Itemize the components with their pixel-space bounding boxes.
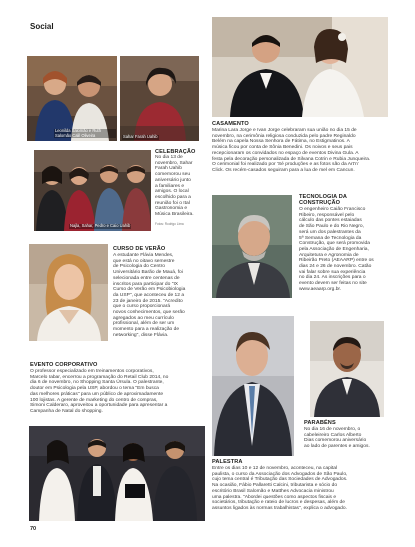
evento-title: EVENTO CORPORATIVO: [30, 362, 98, 368]
photo-flavia-mendes: [29, 244, 108, 341]
photo-sahar: [120, 56, 199, 141]
photo-caiao-ribeiro: [212, 195, 292, 298]
casamento-text: Marina Lara Jorge e Ivan Jorge celebraram sua união no dia 15 de novembro, na cerimônia religiosa conduzida pelo padre Reginaldo Belém na capela Nossa Senhora de Fátima, no Estigmatinos. A música ficou por conta de Sônia Benedini. Os noivos e seus pais recepcionaram os convidados no espaço de eventos Divina Gula. A festa pela decoração personalizada de Silvana Cotrin e Rubia Junqueira. O cerimonial foi realizado por 'Sé produções e as fotos são da Art'n' Click. Os recém-casados seguiram para a lua de mel em Cancun.: [212, 128, 371, 173]
palestra-text: Entre os dias 10 e 12 de novembro, aconteceu, na capital paulista, o curso da Associação dos Advogados de São Paulo, cujo tema central é Tributação das Sociedades de Advogados. Na ocasião, Fábio Pallaretti Calcini, tributarista e sócio do escritório Brasil Salomão e Matthes Advocacia ministrou uma palestra. "Abordei questões como aspectos fiscais e societários, tributação e rateio de lucros e despesas, além de assuntos ligados às normas trabalhistas", explica o advogado.: [212, 466, 348, 511]
evento-text: O professor especializado em treinamentos corporativos, Marcelo Iabar, encerrou a programação do Retail Club 2014, no dia 6 de novembro, no Shopping Santa Úrsula. O palestrante, doutor em Psicologia pela USP, abordou o tema "Em busca das melhores práticas" para um público de aproximadamente 100 lojistas. A gerente de marketing do centro de compras, Simoni Calderaro, aproveitou a oportunidade para apresentar a Campanha de Natal do shopping.: [30, 369, 169, 414]
photo-caption-sahar: Sahar Farah Uahib: [123, 134, 158, 139]
page-number: 70: [30, 526, 37, 532]
photo-evento-corporativo: [29, 426, 205, 521]
photo-credit: Fotos: Rodrigo Lima: [155, 222, 184, 226]
photo-fabio-calcini: [212, 316, 294, 456]
parabens-title: PARABÉNS: [304, 420, 336, 426]
section-title: Social: [30, 22, 54, 31]
photo-uahib-family: [34, 150, 151, 231]
curso-text: A estudante Flávia Mendes, que está no oitavo semestre de Psicologia do Centro Universitário Barão de Mauá, foi selecionada entre centenas de inscritos para participar do "IX Curso de Verão em Psicobiologia da USP", que aconteceu de 12 a 23 de janeiro de 2015. "Acredito que o curso proporcionará novos conhecimentos, que serão agregados ao meu currículo profissional, além de ser um momento para a realização de networking", disse Flávia.: [113, 253, 186, 338]
palestra-title: PALESTRA: [212, 459, 243, 465]
curso-title: CURSO DE VERÃO: [113, 246, 166, 252]
tecnologia-text: O engenheiro Caião Francisco Ribeiro, responsável pelo cálculo das pontes estaiadas de São Paulo e do Rio Negro, será um dos palestrantes da 5ª Semana de Tecnologia da Construção, que será promovida pela Associação de Engenharia, Arquitetura e Agronomia de Ribeirão Preto (AEAARP) entre os dias 24 e 26 de novembro. Catão vai falar sobre sua experiência no dia 24. As inscrições para o evento devem ser feitas no site www.aeaarp.org.br.: [299, 207, 374, 292]
photo-casamento: [212, 17, 388, 117]
celebracao-text: No dia 13 de novembro, Sahar Farah Uahib comemorou seu aniversário junto a familiares e amigos. O local escolhido para a reunião foi o Ital Gastronomia e Música Brasileira.: [155, 155, 194, 218]
photo-caption-uahib-family: Najla, Sahar, Pedro e Caio Uahib: [70, 223, 131, 228]
celebracao-title: CELEBRAÇÃO: [155, 149, 196, 155]
tecnologia-title: TECNOLOGIA DA CONSTRUÇÃO: [299, 194, 348, 206]
photo-carlos-alberto: [310, 321, 384, 417]
parabens-text: No dia 16 de novembro, o cabeleireiro Carlos Alberto Dias comemorou aniversário ao lado de parentes e amigos.: [304, 427, 370, 450]
casamento-title: CASAMENTO: [212, 121, 249, 127]
photo-caption-leonilda-ruth: Leonilda Salomão e Ruth Salomão Calil Oliveira: [54, 129, 116, 138]
